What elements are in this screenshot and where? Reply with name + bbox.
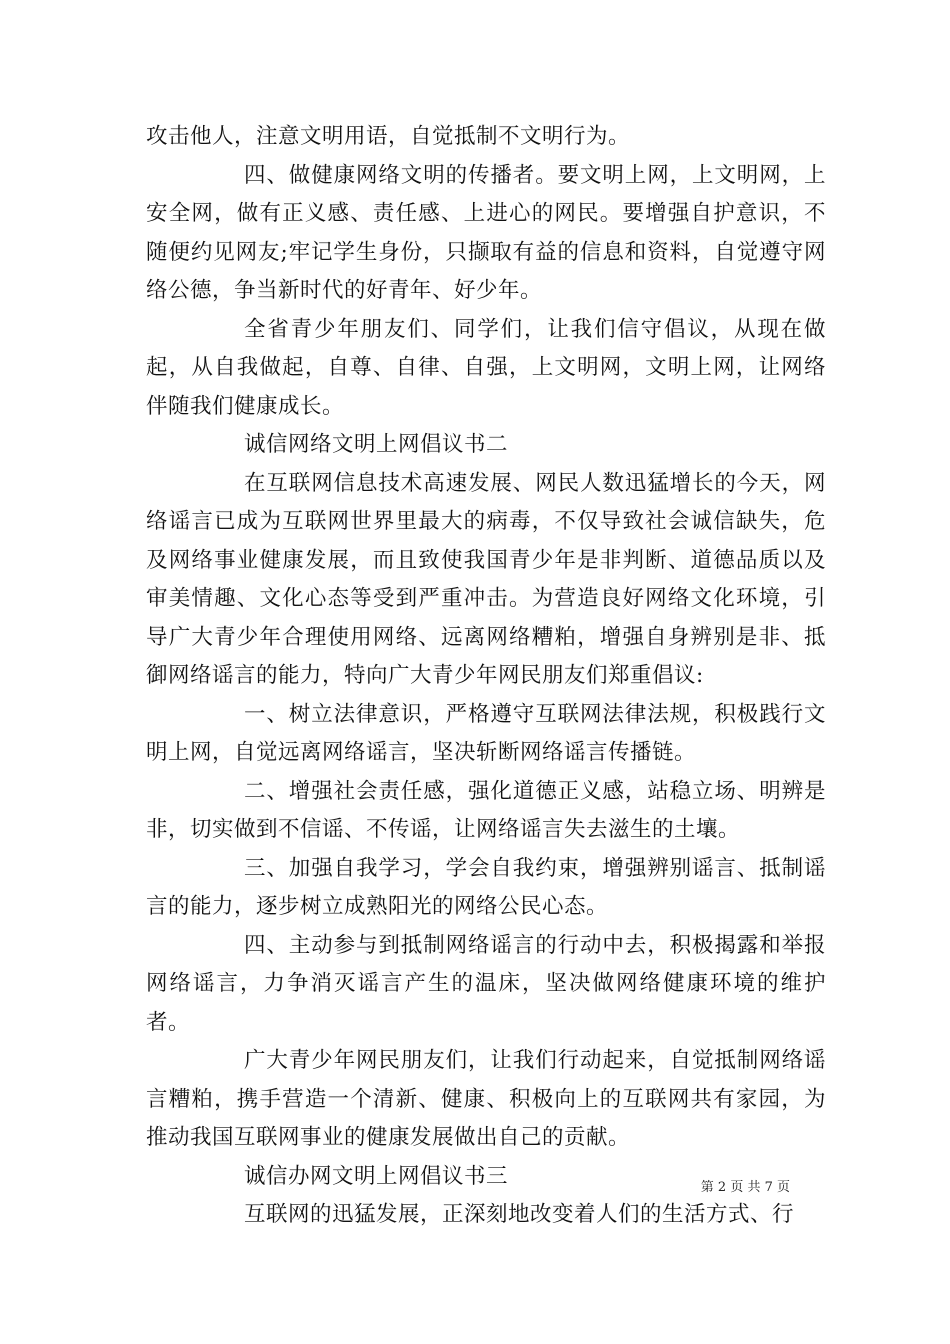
paragraph: 四、主动参与到抵制网络谣言的行动中去，积极揭露和举报网络谣言，力争消灭谣言产生的温床，坚决做网络健康环境的维护者。 bbox=[146, 932, 826, 1035]
section-title: 诚信办网文明上网倡议书三 bbox=[244, 1163, 509, 1189]
paragraph-continuation: 攻击他人，注意文明用语，自觉抵制不文明行为。 bbox=[146, 124, 631, 149]
paragraph: 四、做健康网络文明的传播者。要文明上网，上文明网，上安全网，做有正义感、责任感、上进心的网民。要增强自护意识，不随便约见网友;牢记学生身份，只撷取有益的信息和资料，自觉遵守网络公德，争当新时代的好青年、好少年。 bbox=[146, 162, 826, 303]
paragraph: 全省青少年朋友们、同学们，让我们信守倡议，从现在做起，从自我做起，自尊、自律、自强，上文明网，文明上网，让网络伴随我们健康成长。 bbox=[146, 316, 826, 419]
page-number: 第 2 页 共 7 页 bbox=[700, 1180, 790, 1195]
paragraph: 互联网的迅猛发展，正深刻地改变着人们的生活方式、行 bbox=[244, 1202, 795, 1227]
paragraph: 一、树立法律意识，严格遵守互联网法律法规，积极践行文明上网，自觉远离网络谣言，坚决斩断网络谣言传播链。 bbox=[146, 701, 826, 765]
section-title: 诚信网络文明上网倡议书二 bbox=[244, 432, 509, 457]
paragraph: 在互联网信息技术高速发展、网民人数迅猛增长的今天，网络谣言已成为互联网世界里最大的病毒，不仅导致社会诚信缺失，危及网络事业健康发展，而且致使我国青少年是非判断、道德品质以及审美情趣、文化心态等受到严重冲击。为营造良好网络文化环境，引导广大青少年合理使用网络、远离网络糟粕，增强自身辨别是非、抵御网络谣言的能力，特向广大青少年网民朋友们郑重倡议: bbox=[146, 470, 826, 688]
paragraph: 三、加强自我学习，学会自我约束，增强辨别谣言、抵制谣言的能力，逐步树立成熟阳光的网络公民心态。 bbox=[146, 855, 826, 919]
document-body bbox=[146, 118, 826, 1235]
paragraph: 广大青少年网民朋友们，让我们行动起来，自觉抵制网络谣言糟粕，携手营造一个清新、健康、积极向上的互联网共有家园，为推动我国互联网事业的健康发展做出自己的贡献。 bbox=[146, 1048, 826, 1150]
paragraph: 二、增强社会责任感，强化道德正义感，站稳立场、明辨是非，切实做到不信谣、不传谣，让网络谣言失去滋生的土壤。 bbox=[146, 778, 826, 842]
